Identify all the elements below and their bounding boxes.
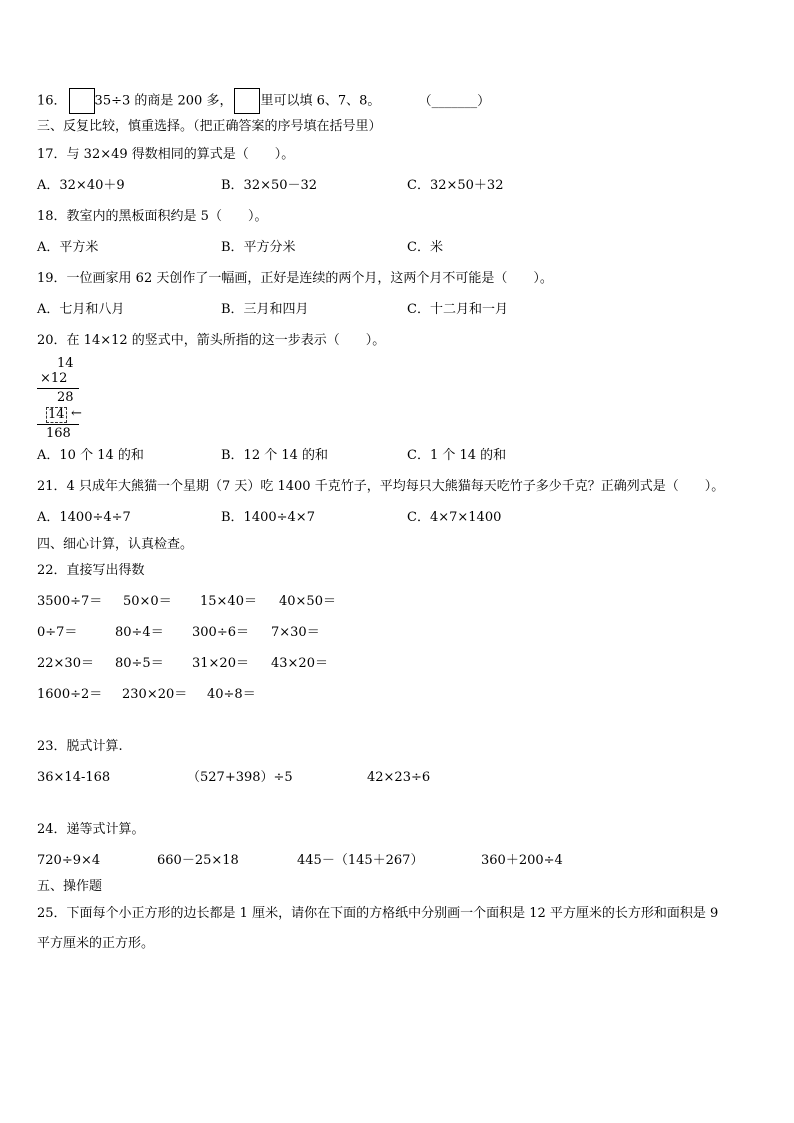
calc-item: 300÷6＝ <box>192 625 249 640</box>
vertical-multiplication <box>37 356 97 442</box>
option-b[interactable]: B．32×50－32 <box>221 178 318 193</box>
calc-item: 80÷4＝ <box>115 625 164 640</box>
calc-item: 31×20＝ <box>192 656 249 671</box>
calc-item: 80÷5＝ <box>115 656 164 671</box>
question-25-line-1: 25．下面每个小正方形的边长都是 1 厘米，请你在下面的方格纸中分别画一个面积是 12 平方厘米的长方形和面积是 9 <box>37 906 719 921</box>
calc-item: 445－（145＋267） <box>297 853 424 868</box>
calc-item: 36×14-168 <box>37 770 111 785</box>
option-c[interactable]: C．1 个 14 的和 <box>407 448 507 463</box>
partial-product-1: 28 <box>57 390 74 405</box>
question-16 <box>37 88 490 114</box>
option-c[interactable]: C．十二月和一月 <box>407 302 508 317</box>
question-24-stem: 24．递等式计算。 <box>37 822 145 837</box>
option-b[interactable]: B．1400÷4×7 <box>221 510 315 525</box>
option-b[interactable]: B．平方分米 <box>221 240 296 255</box>
product: 168 <box>46 426 71 441</box>
question-text: 35÷3 的商是 200 多， <box>94 93 233 109</box>
option-c[interactable]: C．4×7×1400 <box>407 510 502 525</box>
arrow-icon: ← <box>71 406 82 421</box>
option-b[interactable]: B．三月和四月 <box>221 302 309 317</box>
question-23-stem: 23．脱式计算. <box>37 739 123 754</box>
divider-line <box>37 388 79 389</box>
question-22-stem: 22．直接写出得数 <box>37 563 145 578</box>
multiplier: ×12 <box>40 371 68 386</box>
calc-item: 1600÷2＝ <box>37 687 103 702</box>
multiplicand: 14 <box>57 356 74 371</box>
calc-item: 22×30＝ <box>37 656 94 671</box>
calc-item: 15×40＝ <box>200 594 257 609</box>
option-c[interactable]: C．米 <box>407 240 443 255</box>
option-a[interactable]: A．七月和八月 <box>37 302 125 317</box>
option-b[interactable]: B．12 个 14 的和 <box>221 448 329 463</box>
question-number: 16． <box>37 93 67 109</box>
section-heading: 四、细心计算，认真检查。 <box>37 537 194 552</box>
question-19-stem: 19．一位画家用 62 天创作了一幅画，正好是连续的两个月，这两个月不可能是（ ）。 <box>37 271 553 286</box>
calc-item: 3500÷7＝ <box>37 594 103 609</box>
calc-item: 7×30＝ <box>271 625 320 640</box>
option-a[interactable]: A．32×40＋9 <box>37 178 125 193</box>
option-a[interactable]: A．1400÷4÷7 <box>37 510 131 525</box>
question-text: 里可以填 6、7、8。 <box>260 93 381 109</box>
question-20-stem: 20．在 14×12 的竖式中，箭头所指的这一步表示（ ）。 <box>37 333 386 348</box>
option-a[interactable]: A．平方米 <box>37 240 99 255</box>
calc-item: 42×23÷6 <box>367 770 431 785</box>
question-17-stem: 17．与 32×49 得数相同的算式是（ ）。 <box>37 147 295 162</box>
option-a[interactable]: A．10 个 14 的和 <box>37 448 144 463</box>
option-c[interactable]: C．32×50＋32 <box>407 178 504 193</box>
calc-item: 50×0＝ <box>123 594 172 609</box>
calc-item: 40×50＝ <box>279 594 336 609</box>
answer-box[interactable] <box>234 88 260 114</box>
calc-item: （527+398）÷5 <box>187 770 293 785</box>
calc-item: 230×20＝ <box>122 687 188 702</box>
divider-line <box>37 424 79 425</box>
calc-item: 40÷8＝ <box>207 687 256 702</box>
calc-item: 720÷9×4 <box>37 853 101 868</box>
answer-box[interactable] <box>69 88 95 114</box>
question-21-stem: 21．4 只成年大熊猫一个星期（7 天）吃 1400 千克竹子，平均每只大熊猫每天吃竹子多少千克？正确列式是（ ）。 <box>37 479 725 494</box>
partial-product-2: 14 <box>48 407 65 422</box>
answer-blank[interactable]: （_______） <box>418 93 491 109</box>
question-25-line-2: 平方厘米的正方形。 <box>37 936 155 951</box>
calc-item: 43×20＝ <box>271 656 328 671</box>
section-heading: 三、反复比较，慎重选择。（把正确答案的序号填在括号里） <box>37 119 382 134</box>
calc-item: 660－25×18 <box>157 853 239 868</box>
calc-item: 0÷7＝ <box>37 625 78 640</box>
section-heading: 五、操作题 <box>37 879 103 894</box>
question-18-stem: 18．教室内的黑板面积约是 5（ ）。 <box>37 209 268 224</box>
calc-item: 360＋200÷4 <box>481 853 563 868</box>
